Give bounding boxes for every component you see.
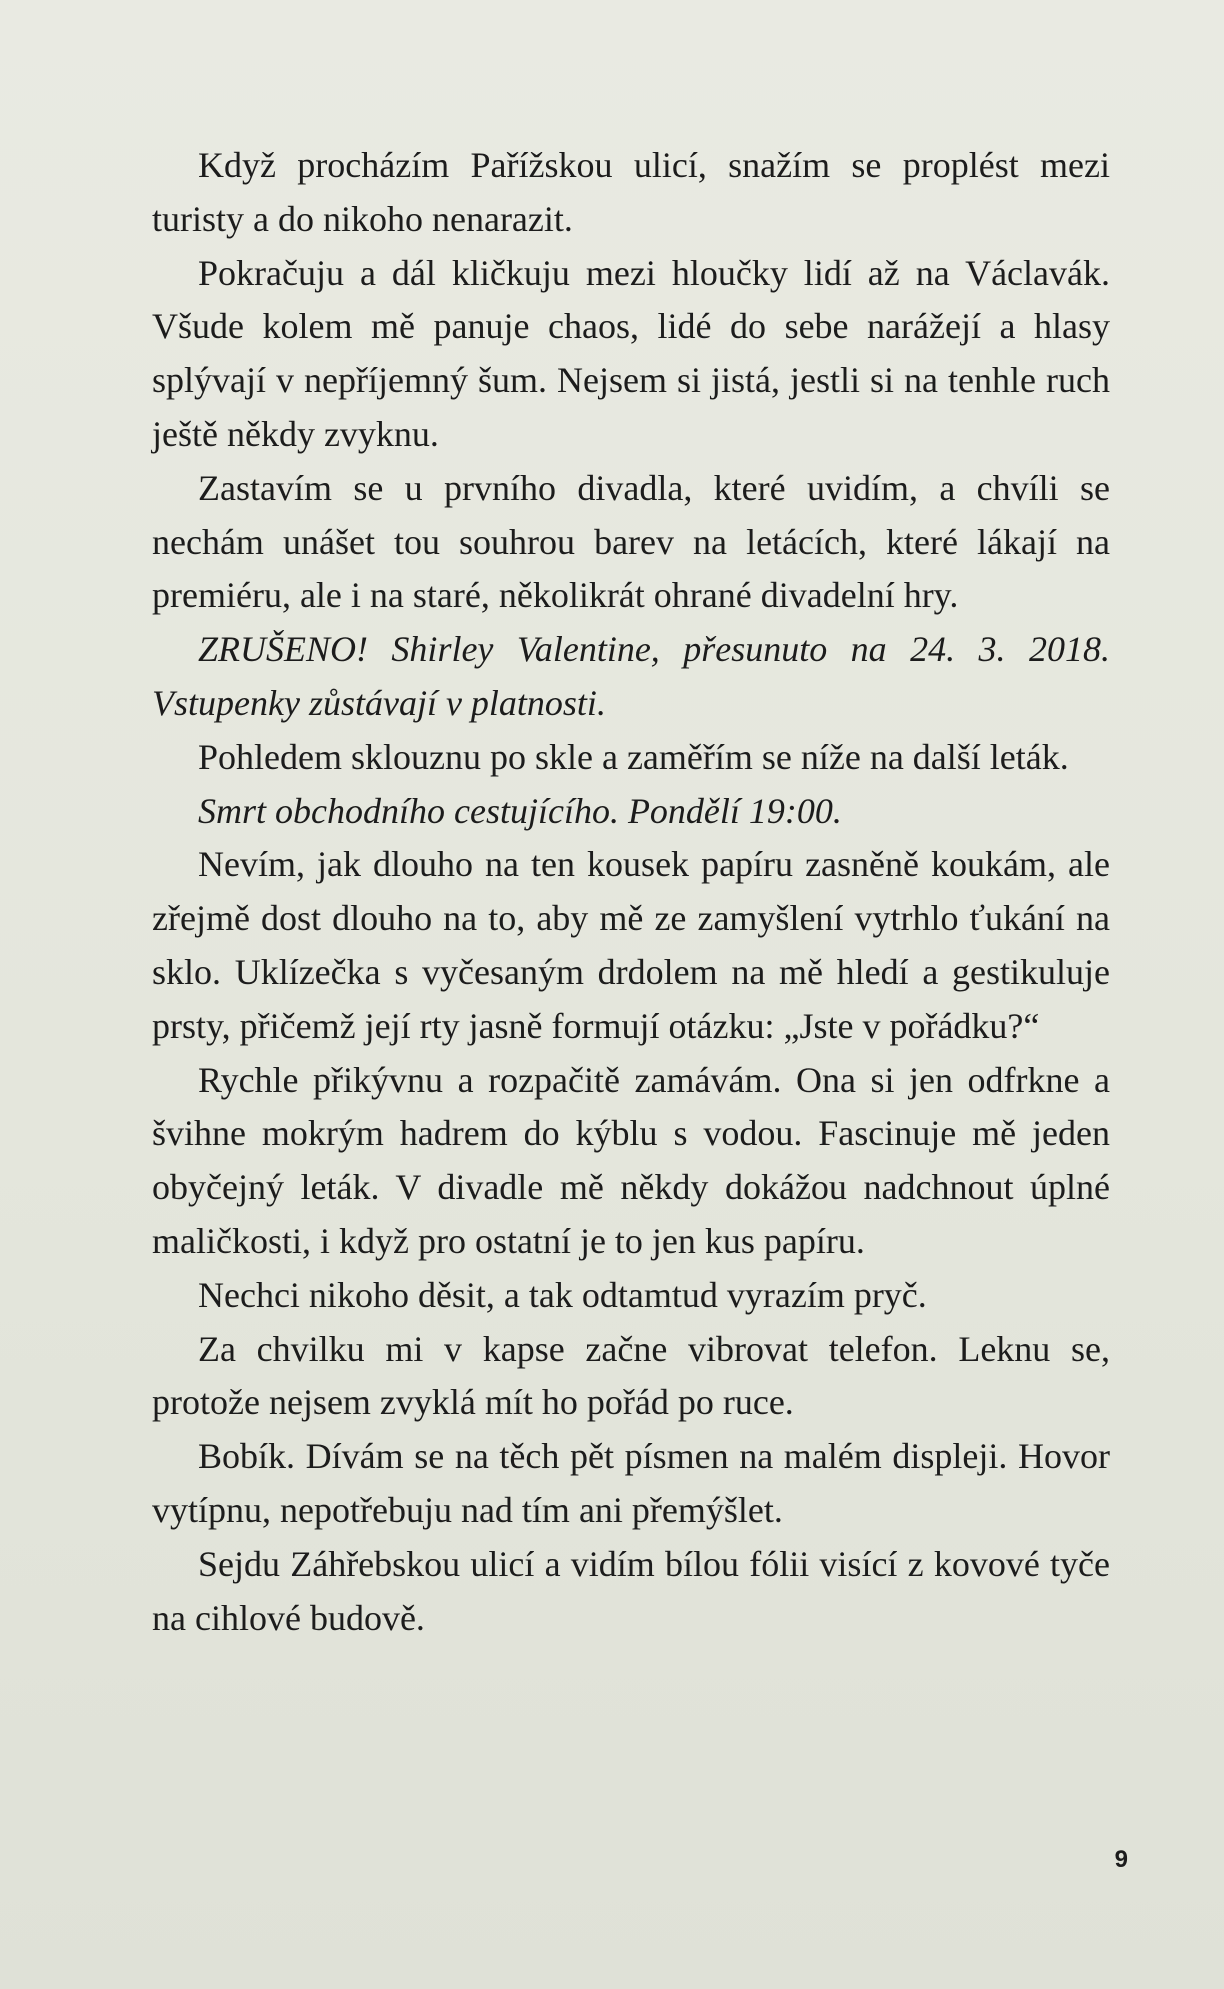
page-number: 9 bbox=[1114, 1846, 1128, 1873]
paragraph-5: Pohledem sklouznu po skle a zaměřím se níže na další leták. bbox=[198, 736, 1069, 777]
paragraph-8: Rychle přikývnu a rozpačitě zamávám. Ona si jen odfrkne a švihne mokrým hadrem do kýblu s vodou. Fascinuje mě jeden obyčejný leták. V divadle mě někdy dokážou nadchnout úplné maličkosti, i když pro ostatní je to jen kus papíru. bbox=[152, 1059, 1110, 1261]
paragraph-12: Sejdu Záhřebskou ulicí a vidím bílou fólii visící z kovové tyče na cihlové budově. bbox=[152, 1543, 1110, 1638]
poster-text-next: Smrt obchodního cestujícího. Pondělí 19:00. bbox=[198, 790, 842, 831]
paragraph-7: Nevím, jak dlouho na ten kousek papíru zasněně koukám, ale zřejmě dost dlouho na to, aby mě ze zamyšlení vytrhlo ťukání na sklo. Uklízečka s vyčesaným drdolem na mě hledí a gestikuluje prsty, přičemž její rty jasně formují otázku: „Jste v pořádku?“ bbox=[152, 844, 1110, 1046]
paragraph-10: Za chvilku mi v kapse začne vibrovat telefon. Leknu se, protože nejsem zvyklá mít ho pořád po ruce. bbox=[152, 1328, 1110, 1423]
paragraph-2: Pokračuju a dál kličkuju mezi hloučky lidí až na Václavák. Všude kolem mě panuje chaos, lidé do sebe narážejí a hlasy splývají v nepříjemný šum. Nejsem si jistá, jestli si na tenhle ruch ještě někdy zvyknu. bbox=[152, 252, 1110, 454]
paragraph-9: Nechci nikoho děsit, a tak odtamtud vyrazím pryč. bbox=[198, 1274, 927, 1315]
paragraph-3: Zastavím se u prvního divadla, které uvidím, a chvíli se nechám unášet tou souhrou barev na letácích, které lákají na premiéru, ale i na staré, několikrát ohrané divadelní hry. bbox=[152, 467, 1110, 616]
body-text bbox=[152, 139, 1110, 1645]
poster-text-cancelled: ZRUŠENO! Shirley Valentine, přesunuto na 24. 3. 2018. Vstupenky zůstávají v platnosti. bbox=[152, 629, 1110, 723]
paragraph-11: Bobík. Dívám se na těch pět písmen na malém displeji. Hovor vytípnu, nepotřebuju nad tím ani přemýšlet. bbox=[152, 1436, 1110, 1530]
paragraph-1: Když procházím Pařížskou ulicí, snažím se proplést mezi turisty a do nikoho nenarazit. bbox=[152, 145, 1110, 239]
